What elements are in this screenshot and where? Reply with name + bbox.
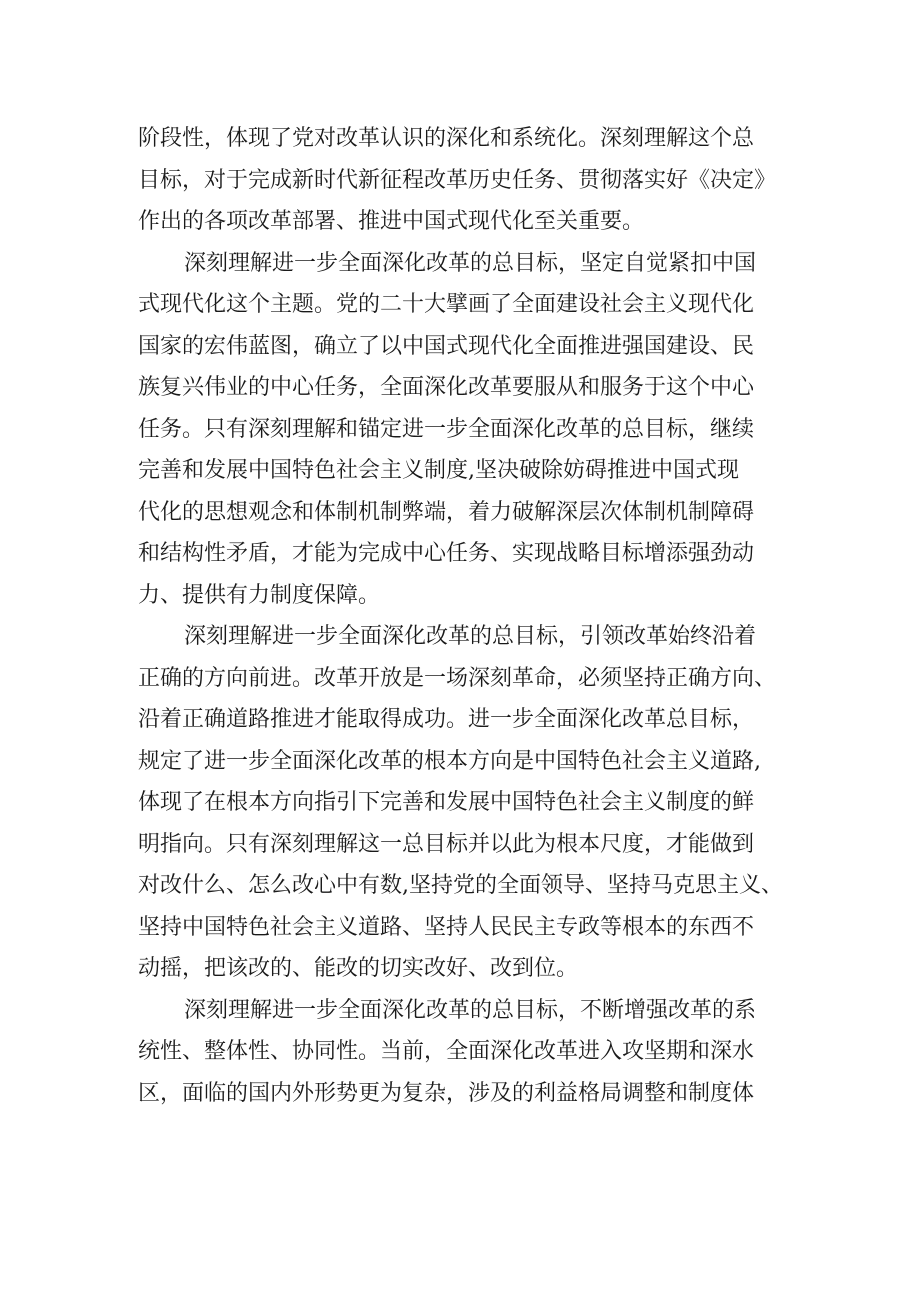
text-line: 规定了进一步全面深化改革的根本方向是中国特色社会主义道路, bbox=[138, 748, 761, 774]
text-line: 动摇，把该改的、能改的切实改好、改到位。 bbox=[138, 956, 579, 981]
text-line: 体现了在根本方向指引下完善和发展中国特色社会主义制度的鲜 bbox=[138, 790, 755, 815]
body-text bbox=[138, 118, 788, 1114]
text-line: 和结构性矛盾，才能为完成中心任务、实现战略目标增添强劲动 bbox=[138, 541, 755, 566]
text-line: 统性、整体性、协同性。当前，全面深化改革进入攻坚期和深水 bbox=[138, 1039, 755, 1064]
text-line: 目标，对于完成新时代新征程改革历史任务、贯彻落实好《决定》 bbox=[138, 167, 777, 193]
text-line: 国家的宏伟蓝图，确立了以中国式现代化全面推进强国建设、民 bbox=[138, 333, 755, 359]
text-line: 完善和发展中国特色社会主义制度,坚决破除妨碍推进中国式现 bbox=[138, 458, 739, 483]
text-line: 式现代化这个主题。党的二十大擘画了全面建设社会主义现代化 bbox=[138, 292, 755, 317]
text-line: 区，面临的国内外形势更为复杂，涉及的利益格局调整和制度体 bbox=[138, 1080, 755, 1106]
text-line: 代化的思想观念和体制机制弊端，着力破解深层次体制机制障碍 bbox=[138, 499, 755, 525]
text-line: 沿着正确道路推进才能取得成功。进一步全面深化改革总目标， bbox=[138, 707, 755, 732]
text-line: 坚持中国特色社会主义道路、坚持人民民主专政等根本的东西不 bbox=[138, 914, 755, 940]
paragraph-first-line: 深刻理解进一步全面深化改革的总目标，坚定自觉紧扣中国 bbox=[184, 250, 757, 276]
text-line: 明指向。只有深刻理解这一总目标并以此为根本尺度，才能做到 bbox=[138, 831, 755, 857]
text-line: 正确的方向前进。改革开放是一场深刻革命，必须坚持正确方向、 bbox=[138, 665, 777, 691]
text-line: 作出的各项改革部署、推进中国式现代化至关重要。 bbox=[138, 209, 645, 234]
text-line: 力、提供有力制度保障。 bbox=[138, 582, 381, 608]
text-line: 阶段性，体现了党对改革认识的深化和系统化。深刻理解这个总 bbox=[138, 126, 755, 151]
text-line: 对改什么、怎么改心中有数,坚持党的全面领导、坚持马克思主义、 bbox=[138, 873, 783, 898]
paragraph-first-line: 深刻理解进一步全面深化改革的总目标，引领改革始终沿着 bbox=[184, 624, 757, 649]
paragraph-first-line: 深刻理解进一步全面深化改革的总目标，不断增强改革的系 bbox=[184, 997, 757, 1023]
text-line: 族复兴伟业的中心任务，全面深化改革要服从和服务于这个中心 bbox=[138, 375, 755, 400]
text-line: 任务。只有深刻理解和锚定进一步全面深化改革的总目标，继续 bbox=[138, 416, 755, 442]
